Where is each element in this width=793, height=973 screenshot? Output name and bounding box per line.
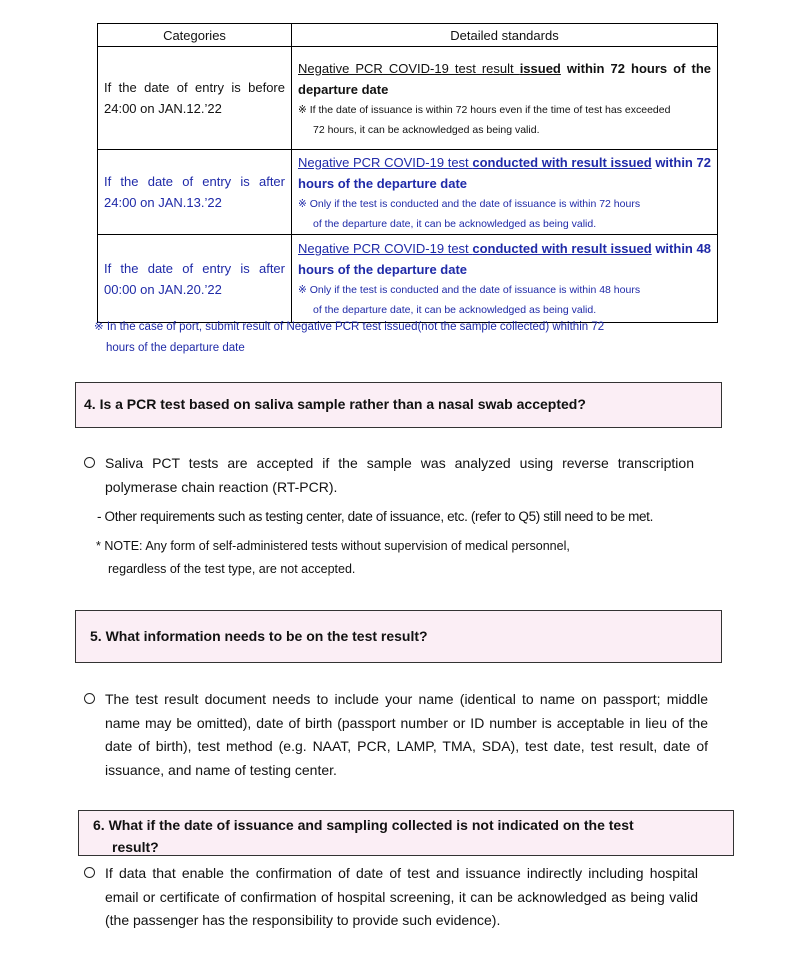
answer-4 — [84, 452, 694, 499]
standard-bold: within 72 hours of the departure date — [298, 154, 711, 191]
standard-note-line: ※ If the date of issuance is within 72 hours even if the time of test has exceeded — [298, 103, 671, 116]
standard-cell — [292, 47, 718, 150]
category-line: If the date of entry is before — [104, 80, 285, 95]
circle-bullet-icon — [84, 693, 95, 704]
port-note-line: hours of the departure date — [106, 342, 245, 354]
category-cell — [98, 150, 292, 235]
standard-note-line: ※ Only if the test is conducted and the date of issuance is within 48 hours — [298, 284, 641, 296]
standard-bold-underlined: issued — [519, 60, 561, 76]
question-6-line: 6. What if the date of issuance and sampling collected is not indicated on the test — [93, 817, 634, 833]
port-note-line: ※ In the case of port, submit result of Negative PCR test issued(not the sample collected) whithin 72 — [94, 321, 605, 333]
standard-heading — [298, 152, 711, 194]
answer-4-note-line: * NOTE: Any form of self-administered tests without supervision of medical personnel, — [96, 539, 570, 553]
entry-standards-table — [97, 23, 718, 323]
standard-note — [298, 100, 711, 140]
column-header-detailed-standards: Detailed standards — [292, 24, 718, 47]
category-line: If the date of entry is after — [104, 260, 285, 276]
table-row — [98, 150, 718, 235]
question-5-heading: 5. What information needs to be on the test result? — [75, 610, 722, 663]
standard-plain: Negative PCR COVID-19 test result — [298, 60, 520, 76]
circle-bullet-icon — [84, 457, 95, 468]
answer-5 — [84, 688, 708, 782]
table-row — [98, 47, 718, 150]
standard-plain: Negative PCR COVID-19 test — [298, 241, 473, 256]
answer-4-note — [96, 535, 696, 580]
answer-4-text: Saliva PCT tests are accepted if the sample was analyzed using reverse transcription polymerase chain reaction (RT-PCR). — [105, 455, 694, 495]
circle-bullet-icon — [84, 867, 95, 878]
standard-heading — [298, 58, 711, 100]
standard-note-line: of the departure date, it can be acknowledged as being valid. — [313, 304, 597, 316]
answer-5-text: The test result document needs to include your name (identical to name on passport; middle name may be omitted), date of birth (passport number or ID number is acceptable in lieu of the date of birth), test method (e.g. NAAT, PCR, LAMP, TMA, SDA), test date, test result, date of issuance, and name of testing center. — [105, 691, 708, 778]
question-6-heading — [78, 810, 734, 856]
standard-cell — [292, 150, 718, 235]
category-line: If the date of entry is after — [104, 174, 285, 189]
standard-note — [298, 280, 711, 320]
category-cell — [98, 47, 292, 150]
standard-heading — [298, 238, 711, 280]
answer-4-dash-item: - Other requirements such as testing center, date of issuance, etc. (refer to Q5) still need to be met. — [97, 509, 653, 524]
answer-6 — [84, 862, 698, 933]
table-row — [98, 235, 718, 323]
column-header-categories: Categories — [98, 24, 292, 47]
standard-note-line: ※ Only if the test is conducted and the date of issuance is within 72 hours — [298, 197, 641, 210]
answer-4-note-line: regardless of the test type, are not accepted. — [108, 561, 356, 576]
standard-bold-underlined: conducted with result issued — [472, 241, 652, 256]
standard-bold-underlined: conducted with result issued — [472, 154, 652, 170]
question-6-line: result? — [112, 839, 159, 855]
standard-note-line: 72 hours, it can be acknowledged as being valid. — [313, 123, 540, 136]
standard-cell — [292, 235, 718, 323]
standard-plain: Negative PCR COVID-19 test — [298, 154, 473, 170]
question-4-heading: 4. Is a PCR test based on saliva sample rather than a nasal swab accepted? — [75, 382, 722, 428]
category-cell — [98, 235, 292, 323]
standard-bold: within 48 hours of the departure date — [298, 241, 711, 277]
category-line: 00:00 on JAN.20.’22 — [104, 281, 222, 297]
standard-note — [298, 194, 711, 234]
category-line: 24:00 on JAN.13.’22 — [104, 195, 222, 210]
category-line: 24:00 on JAN.12.’22 — [104, 101, 222, 116]
answer-6-text: If data that enable the confirmation of date of test and issuance indirectly including hospital email or certificate of confirmation of hospital screening, it can be acknowledged as being valid (the passenger has the responsibility to provide such evidence). — [105, 865, 698, 928]
standard-bold: within 72 hours of the departure date — [298, 60, 711, 97]
port-note — [94, 317, 724, 359]
table-header-row — [98, 24, 718, 47]
standard-note-line: of the departure date, it can be acknowledged as being valid. — [313, 217, 597, 230]
